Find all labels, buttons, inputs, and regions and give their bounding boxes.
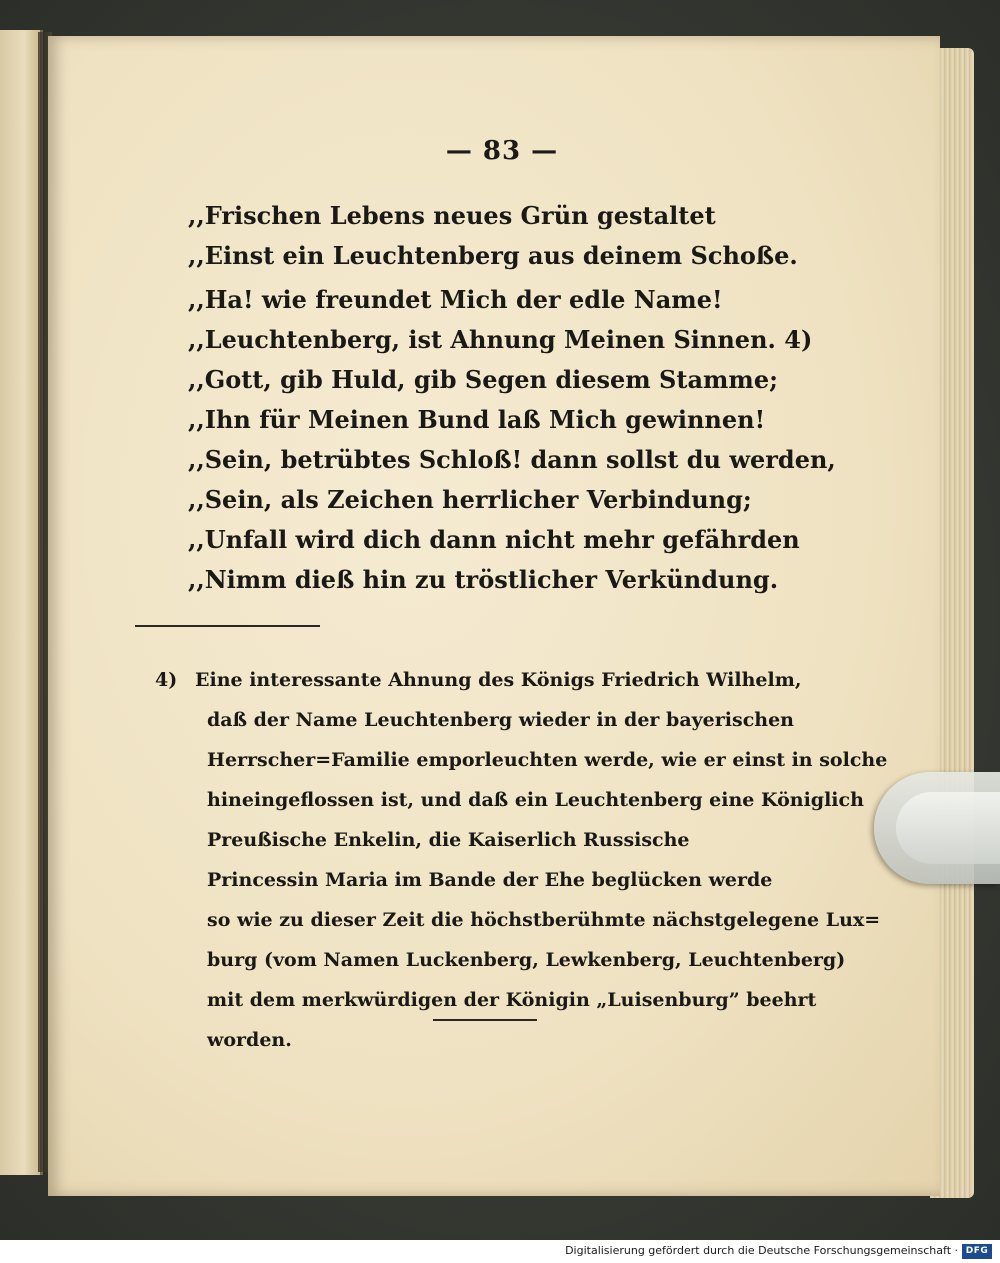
verse-line: ,,Ha! wie freundet Mich der edle Name! xyxy=(188,285,723,314)
footnote-line: so wie zu dieser Zeit die höchstberühmte nächstgelegene Lux= xyxy=(207,909,881,931)
footnote-line xyxy=(155,660,865,700)
verse-line: ,,Einst ein Leuchtenberg aus deinem Schoße. xyxy=(188,241,798,270)
footnote-line: Princessin Maria im Bande der Ehe beglücken werde xyxy=(207,869,773,891)
verse-line: ,,Ihn für Meinen Bund laß Mich gewinnen! xyxy=(188,405,766,434)
verse-line: ,,Sein, als Zeichen herrlicher Verbindung; xyxy=(188,485,752,514)
footnote-line: hineingeflossen ist, und daß ein Leuchtenberg eine Königlich xyxy=(207,789,864,811)
verse-line: ,,Unfall wird dich dann nicht mehr gefährden xyxy=(188,525,800,554)
dfg-logo: DFG xyxy=(962,1244,992,1259)
verse-line: ,,Nimm dieß hin zu tröstlicher Verkündung. xyxy=(188,565,779,594)
footnote-line: burg (vom Namen Luckenberg, Lewkenberg, Leuchtenberg) xyxy=(207,949,846,971)
footnote-marker: 4) xyxy=(155,669,178,691)
page-number: — 83 — xyxy=(445,136,559,166)
footnote-line: Herrscher=Familie emporleuchten werde, wie er einst in solche xyxy=(207,749,888,771)
end-rule xyxy=(433,1019,537,1021)
footnote xyxy=(155,660,888,1060)
footnote-text: Eine interessante Ahnung des Königs Friedrich Wilhelm, xyxy=(195,669,802,691)
funding-credit: Digitalisierung gefördert durch die Deutsche Forschungsgemeinschaft · xyxy=(565,1244,958,1257)
verse-line: ,,Sein, betrübtes Schloß! dann sollst du werden, xyxy=(188,445,836,474)
verse-line: ,,Gott, gib Huld, gib Segen diesem Stamme; xyxy=(188,365,778,394)
footer-bar xyxy=(0,1240,1000,1263)
footnote-line: worden. xyxy=(207,1029,292,1051)
poem-verse xyxy=(188,196,888,600)
footnote-line: daß der Name Leuchtenberg wieder in der bayerischen xyxy=(207,709,794,731)
verse-line: ,,Leuchtenberg, ist Ahnung Meinen Sinnen. 4) xyxy=(188,325,813,354)
footnote-line: mit dem merkwürdigen der Königin „Luisenburg” beehrt xyxy=(207,989,817,1011)
page-clip-highlight xyxy=(896,792,1000,864)
footnote-line: Preußische Enkelin, die Kaiserlich Russische xyxy=(207,829,690,851)
verse-line: ,,Frischen Lebens neues Grün gestaltet xyxy=(188,201,716,230)
footnote-separator xyxy=(135,625,320,627)
facing-page-edge xyxy=(0,30,43,1175)
